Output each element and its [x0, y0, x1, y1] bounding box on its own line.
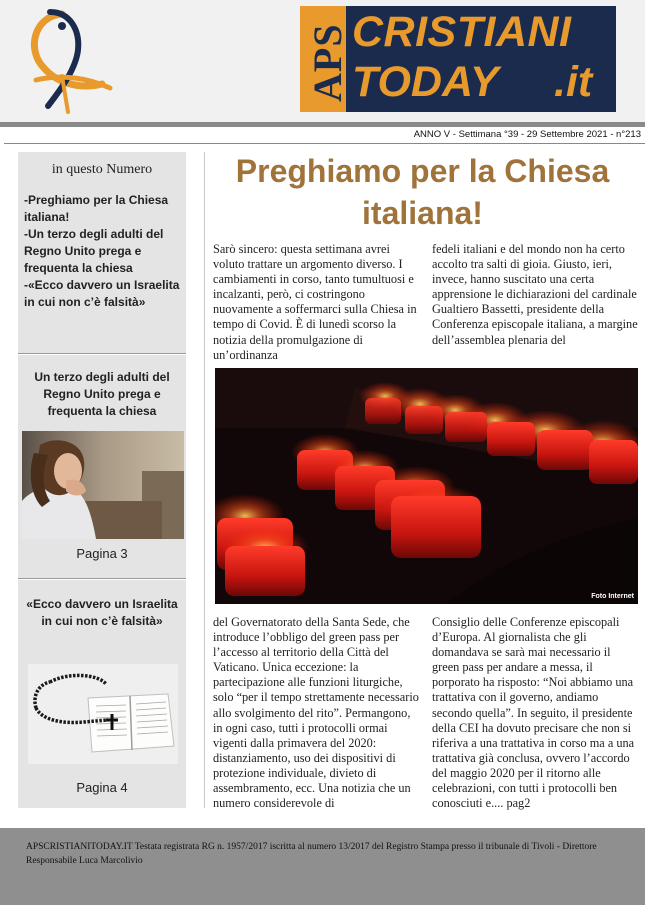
toc-item[interactable]: -Un terzo degli adulti del Regno Unito prega e frequenta la chiesa: [24, 227, 164, 275]
toc-item[interactable]: -«Ecco davvero un Israelita in cui non c’è falsità»: [24, 278, 180, 309]
sidebar-article-uk-prayer[interactable]: [18, 355, 186, 579]
toc-item[interactable]: -Preghiamo per la Chiesa italiana!: [24, 193, 169, 224]
page-header: [0, 0, 645, 122]
praying-woman-image: [22, 431, 184, 539]
sidebar-article-title: Un terzo degli adulti del Regno Unito prega e frequenta la chiesa: [34, 370, 170, 418]
fish-cross-logo-icon: [22, 6, 114, 114]
masthead: [300, 6, 616, 112]
toc-box: [18, 152, 186, 354]
candles-photo: [215, 368, 638, 604]
article-column-1: Sarò sincero: questa settimana avrei voluto trattare un argomento diverso. I cambiamenti in corso, tanto tumultuosi e incalzanti, però, ci costringono nuovamente a soffermarci sulla Chiesa in tempo di Covid. È di lunedì scorso la notizia della promulgazione di un’ordinanza: [213, 242, 417, 362]
page-footer: [0, 828, 645, 905]
sidebar: [18, 152, 186, 808]
masthead-domain: .it: [554, 58, 593, 106]
footer-text: APSCRISTIANITODAY.IT Testata registrata RG n. 1957/2017 iscritta al numero 13/2017 del Registro Stampa presso il tribunale di Tivoli - Direttore Responsabile Luca Marcolivio: [26, 842, 597, 866]
sidebar-article-page: Pagina 3: [76, 546, 128, 561]
masthead-line1: CRISTIANI: [352, 8, 572, 56]
article-headline: Preghiamo per la Chiesa italiana!: [235, 153, 610, 231]
red-candles-image: [215, 368, 638, 604]
toc-title: in questo Numero: [51, 162, 153, 177]
issue-rule: [4, 143, 645, 144]
issue-line: ANNO V - Settimana °39 - 29 Settembre 2021 - n°213: [413, 129, 641, 140]
article-column-4: Consiglio delle Conferenze episcopali d’Europa. Al giornalista che gli domandava se sarà mai necessario il green pass per andare a messa, il porporato ha risposto: “Noi abbiamo una trattativa con il governo, andiamo secondo quella”. In seguito, il presidente della CEI ha dovuto precisare che non si riferiva a una trattativa in corso ma a una trattativa già conclusa, ovvero l’accordo del maggio 2020 per il ritorno alle celebrazioni, con tutti i protocolli ben conosciuti e.... pag2: [432, 615, 635, 811]
column-divider: [204, 152, 205, 808]
header-rule: [0, 122, 645, 127]
masthead-aps: APS: [305, 23, 350, 102]
photo-credit: Foto Internet: [591, 593, 634, 600]
rosary-bible-image: [28, 664, 178, 764]
sidebar-article-page: Pagina 4: [76, 780, 128, 795]
article-column-3: del Governatorato della Santa Sede, che introduce l’obbligo del green pass per l’accesso al territorio della Città del Vaticano. Unica eccezione: la partecipazione alle funzioni liturgiche, solo “per il tempo strettamente necessario allo svolgimento del rito”. Permangono, in ogni caso, tutti i protocolli ormai vigenti dalla primavera del 2020: distanziamento, uso dei dispositivi di protezione individuale, divieto di assembramento, ecc. Una notizia che un numero considerevole di: [213, 615, 419, 811]
sidebar-article-title: «Ecco davvero un Israelita in cui non c’è falsità»: [26, 597, 178, 628]
masthead-line2: TODAY: [352, 58, 499, 106]
sidebar-article-israelita[interactable]: [18, 580, 186, 808]
article-column-2: fedeli italiani e del mondo non ha certo accolto tra salti di gioia. Giusto, ieri, invece, hanno suscitato una certa apprensione le dichiarazioni del cardinale Gualtiero Bassetti, presidente della Conferenza episcopale italiana, a margine dell’assemblea plenaria del: [432, 242, 638, 347]
